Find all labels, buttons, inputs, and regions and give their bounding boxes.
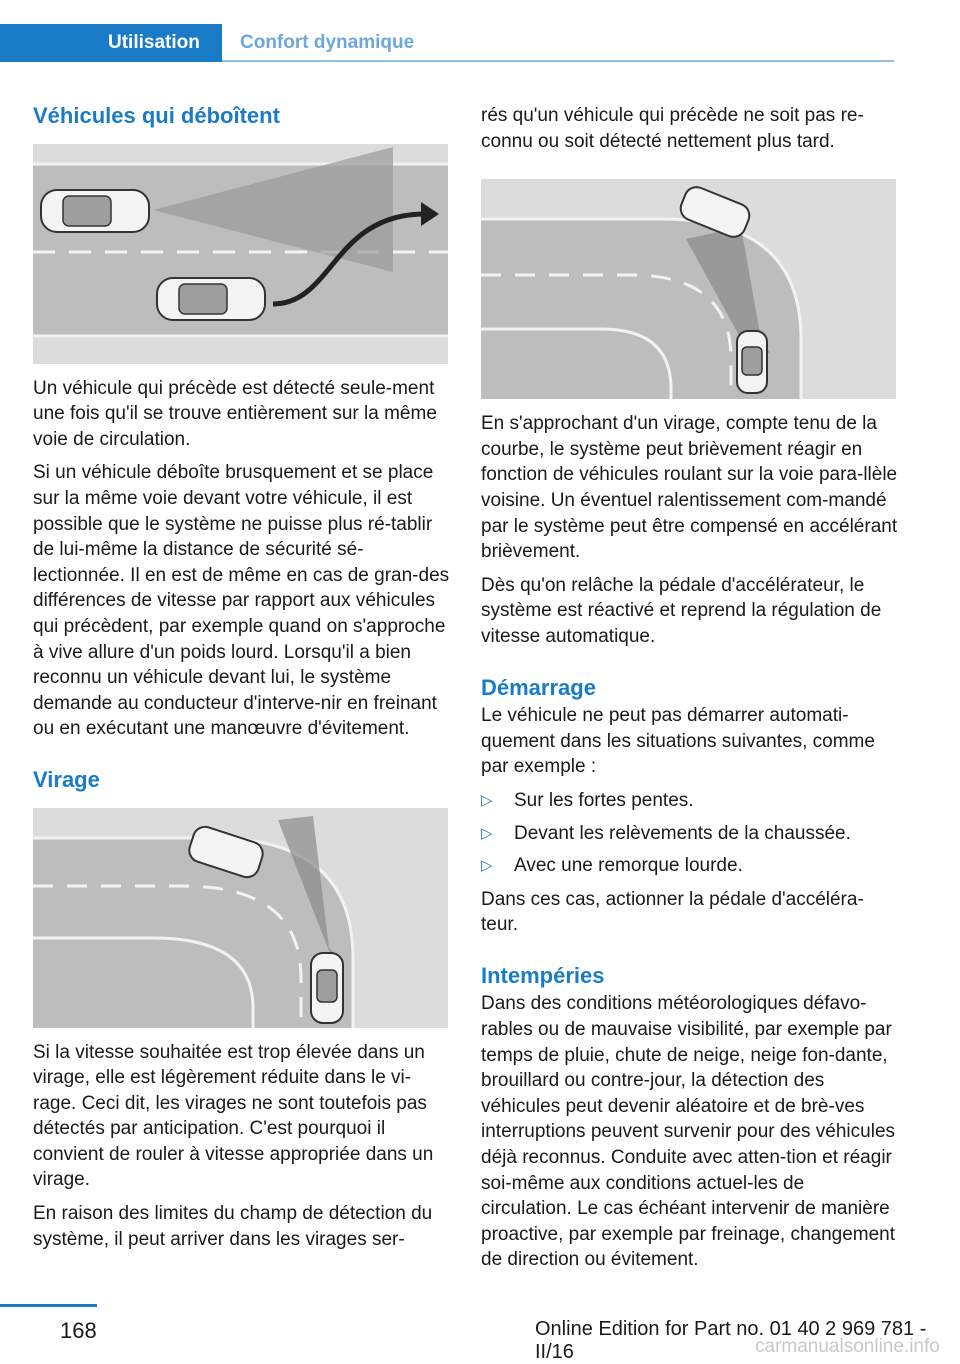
car-icon — [157, 278, 265, 320]
edition-note: Online Edition for Part no. 01 40 2 969 781 - II/16 — [535, 1318, 927, 1363]
paragraph: En s'approchant d'un virage, compte tenu de la courbe, le système peut brièvement réagir en fonction de véhicules roulant sur la voie para-llèle voisine. Un éventuel ralentissement com-mandé par le système peut être compensé en accélérant brièvement. — [481, 413, 898, 563]
tab-confort-dynamique[interactable]: Confort dynamique — [240, 32, 415, 53]
heading-intemperies: Intempéries — [481, 962, 605, 988]
triangle-bullet-icon: ▷ — [481, 857, 493, 875]
illustration-cut-in — [33, 144, 448, 364]
triangle-bullet-icon: ▷ — [481, 791, 493, 809]
bullet-list — [481, 788, 899, 879]
right-column — [481, 103, 899, 1281]
heading-virage: Virage — [33, 766, 100, 792]
tab-utilisation[interactable]: Utilisation — [0, 24, 222, 62]
illustration-curve-adjacent-lane — [481, 179, 896, 399]
paragraph: Si un véhicule déboîte brusquement et se place sur la même voie devant votre véhicule, il est possible que le système ne puisse plus ré-tablir de lui-même la distance de sécurité sé-lectionnée. Il en est de même en cas de gran-des différences de vitesse par rapport aux véhicules qui précèdent, par exemple quand on s'approche à vive allure d'un poids lourd. Lorsqu'il a bien reconnu un véhicule devant lui, le système demande au conducteur d'interve-nir en freinant ou en exécutant une manœuvre d'évitement. — [33, 462, 450, 740]
watermark: carmanualsonline.info — [755, 1336, 940, 1357]
list-item: ▷ Devant les relèvements de la chaussée. — [481, 821, 899, 847]
paragraph: Dans ces cas, actionner la pédale d'accéléra-teur. — [481, 888, 864, 936]
paragraph: Le véhicule ne peut pas démarrer automati-quement dans les situations suivantes, comme par exemple : — [481, 705, 875, 778]
car-icon — [311, 953, 343, 1023]
triangle-bullet-icon: ▷ — [481, 824, 493, 842]
list-item: ▷ Sur les fortes pentes. — [481, 788, 899, 814]
heading-demarrage: Démarrage — [481, 674, 596, 700]
car-icon — [737, 331, 767, 393]
paragraph: Dès qu'on relâche la pédale d'accélérateur, le système est réactivé et reprend la régulation de vitesse automatique. — [481, 574, 882, 647]
car-icon — [41, 190, 149, 232]
header-divider — [222, 60, 894, 62]
paragraph: rés qu'un véhicule qui précède ne soit pas re-connu ou soit détecté nettement plus tard. — [481, 105, 864, 152]
page-number: 168 — [60, 1318, 97, 1343]
paragraph: Un véhicule qui précède est détecté seule-ment une fois qu'il se trouve entièrement sur la même voie de circulation. — [33, 377, 437, 450]
paragraph: Si la vitesse souhaitée est trop élevée dans un virage, elle est légèrement réduite dans le vi-rage. Ceci dit, les virages ne sont toutefois pas détectés par anticipation. C'est pourquoi il convient de rouler à vitesse appropriée dans un virage. — [33, 1041, 434, 1191]
page-header — [0, 0, 894, 62]
paragraph: Dans des conditions météorologiques défavo-rables ou de mauvaise visibilité, par exemple par temps de pluie, chute de neige, neige fon-dante, brouillard ou contre-jour, la détection des véhicules peut devenir aléatoire et de brè-ves interruptions peuvent survenir pour des véhicules déjà reconnus. Conduite avec atten-tion et réagir soi-même aux conditions actuel-les de circulation. Le cas échéant intervenir de manière proactive, par exemple par freinage, changement de direction ou évitement. — [481, 993, 896, 1271]
heading-vehicules-deboitent: Véhicules qui déboîtent — [33, 103, 280, 128]
paragraph: En raison des limites du champ de détection du système, il peut arriver dans les virages ser- — [33, 1203, 433, 1250]
list-item: ▷ Avec une remorque lourde. — [481, 853, 899, 879]
illustration-curve — [33, 808, 448, 1028]
footer-divider — [0, 1304, 97, 1307]
left-column — [33, 103, 451, 1260]
